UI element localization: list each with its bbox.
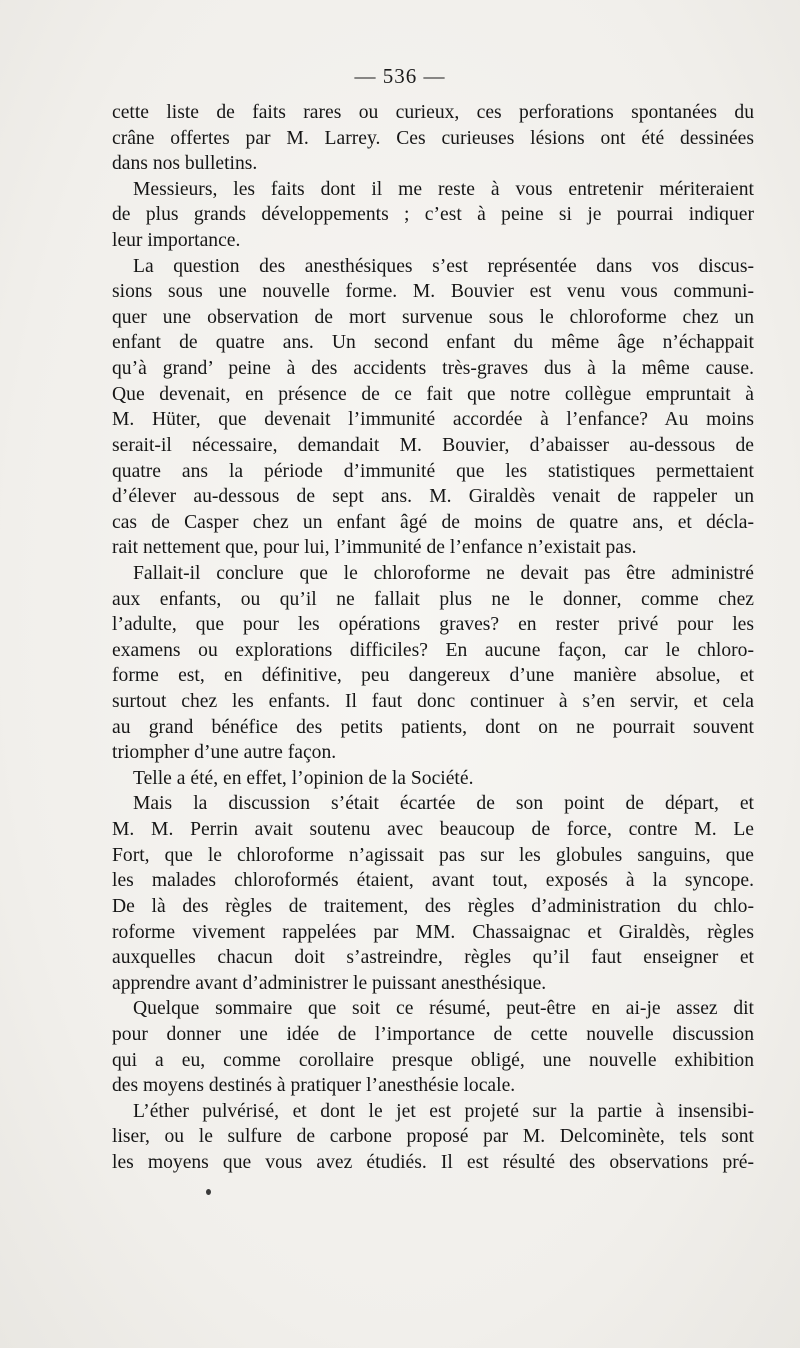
text-line: Fallait-il conclure que le chloroforme ne devait pas être administré <box>133 562 754 584</box>
text-line: qui a eu, comme corollaire presque obligé, une nouvelle exhibition <box>112 1049 754 1071</box>
paragraph <box>112 100 754 177</box>
text-line: rait nettement que, pour lui, l’immunité de l’enfance n’existait pas. <box>112 537 637 559</box>
text-line: aux enfants, ou qu’il ne fallait plus ne le donner, comme chez <box>112 588 754 610</box>
text-line: liser, ou le sulfure de carbone proposé par M. Delcominète, tels sont <box>112 1126 754 1148</box>
text-line: forme est, en définitive, peu dangereux d’une manière absolue, et <box>112 665 754 687</box>
text-line: Que devenait, en présence de ce fait que notre collègue empruntait à <box>112 383 754 405</box>
paragraph <box>112 791 754 996</box>
text-line: Mais la discussion s’était écartée de son point de départ, et <box>133 793 754 815</box>
body-text <box>112 100 754 1176</box>
text-line: dans nos bulletins. <box>112 153 258 175</box>
text-line: pour donner une idée de l’importance de cette nouvelle discussion <box>112 1023 754 1045</box>
text-line: L’éther pulvérisé, et dont le jet est projeté sur la partie à insensibi- <box>133 1100 754 1122</box>
text-line: auxquelles chacun doit s’astreindre, règles qu’il faut enseigner et <box>112 947 754 969</box>
paragraph <box>112 561 754 766</box>
paragraph <box>112 254 754 561</box>
paragraph <box>112 766 754 792</box>
text-line: Fort, que le chloroforme n’agissait pas sur les globules sanguins, que <box>112 844 754 866</box>
text-line: de plus grands développements ; c’est à peine si je pourrai indiquer <box>112 204 754 226</box>
text-line: examens ou explorations difficiles? En aucune façon, car le chloro- <box>112 639 754 661</box>
text-line: au grand bénéfice des petits patients, dont on ne pourrait souvent <box>112 716 754 738</box>
text-line: qu’à grand’ peine à des accidents très-graves dus à la même cause. <box>112 358 754 380</box>
text-line: triompher d’une autre façon. <box>112 742 337 764</box>
text-line: quer une observation de mort survenue sous le chloroforme chez un <box>112 306 754 328</box>
text-line: M. M. Perrin avait soutenu avec beaucoup de force, contre M. Le <box>112 819 754 841</box>
text-line: quatre ans la période d’immunité que les statistiques permettaient <box>112 460 754 482</box>
text-line: Quelque sommaire que soit ce résumé, peut-être en ai-je assez dit <box>133 998 754 1020</box>
text-line: Telle a été, en effet, l’opinion de la Société. <box>133 767 474 789</box>
text-line: M. Hüter, que devenait l’immunité accordée à l’enfance? Au moins <box>112 409 754 431</box>
paragraph <box>112 1099 754 1176</box>
text-line: surtout chez les enfants. Il faut donc continuer à s’en servir, et cela <box>112 691 754 713</box>
text-line: leur importance. <box>112 230 241 252</box>
paragraph <box>112 177 754 254</box>
text-line: apprendre avant d’administrer le puissant anesthésique. <box>112 972 547 994</box>
text-line: Messieurs, les faits dont il me reste à vous entretenir mériteraient <box>133 178 754 200</box>
ink-speck <box>206 1189 211 1195</box>
text-line: De là des règles de traitement, des règles d’administration du chlo- <box>112 895 754 917</box>
text-line: cas de Casper chez un enfant âgé de moins de quatre ans, et décla- <box>112 511 754 533</box>
text-line: serait-il nécessaire, demandait M. Bouvier, d’abaisser au-dessous de <box>112 434 754 456</box>
text-line: enfant de quatre ans. Un second enfant du même âge n’échappait <box>112 332 754 354</box>
text-line: les moyens que vous avez étudiés. Il est résulté des observations pré- <box>112 1151 754 1173</box>
page-number: — 536 — <box>354 64 446 88</box>
text-line: sions sous une nouvelle forme. M. Bouvier est venu vous communi- <box>112 281 754 303</box>
text-line: La question des anesthésiques s’est représentée dans vos discus- <box>133 255 754 277</box>
text-line: crâne offertes par M. Larrey. Ces curieuses lésions ont été dessinées <box>112 127 754 149</box>
text-line: d’élever au-dessous de sept ans. M. Giraldès venait de rappeler un <box>112 486 754 508</box>
text-line: l’adulte, que pour les opérations graves? en rester privé pour les <box>112 614 754 636</box>
text-line: des moyens destinés à pratiquer l’anesthésie locale. <box>112 1075 516 1097</box>
text-line: cette liste de faits rares ou curieux, ces perforations spontanées du <box>112 102 754 123</box>
text-line: roforme vivement rappelées par MM. Chassaignac et Giraldès, règles <box>112 921 754 943</box>
paragraph <box>112 996 754 1098</box>
text-line: les malades chloroformés étaient, avant tout, exposés à la syncope. <box>112 870 754 892</box>
